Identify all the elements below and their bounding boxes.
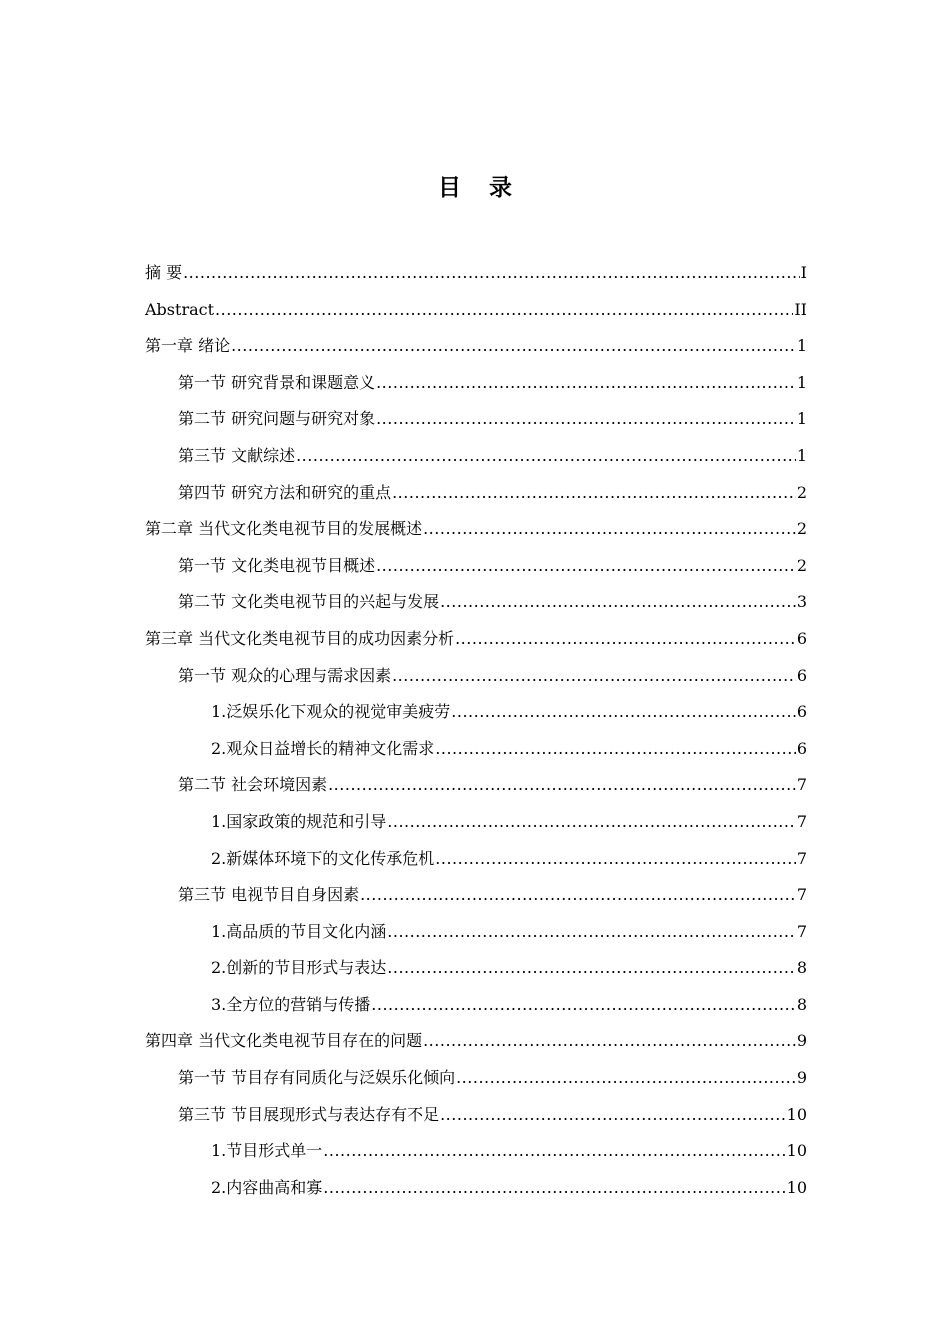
toc-entry[interactable] <box>145 255 807 292</box>
toc-dot-leader <box>440 584 796 621</box>
toc-dot-leader <box>323 1170 785 1207</box>
toc-dot-leader <box>296 438 796 475</box>
toc-dot-leader <box>392 475 796 512</box>
toc-entry-label: 第三章 当代文化类电视节目的成功因素分析 <box>145 628 455 648</box>
toc-dot-leader <box>423 1023 796 1060</box>
toc-dot-leader <box>376 365 796 402</box>
toc-entry[interactable] <box>145 694 807 731</box>
toc-entry-label: 第一节 节目存有同质化与泛娱乐化倾向 <box>178 1068 456 1088</box>
toc-entry-page-number: 10 <box>786 1104 807 1124</box>
toc-dot-leader <box>392 658 796 695</box>
toc-entry[interactable] <box>145 1097 807 1134</box>
toc-entry-label: 1.节目形式单一 <box>211 1141 323 1161</box>
toc-entry-page-number: 6 <box>796 702 807 722</box>
toc-dot-leader <box>456 1060 796 1097</box>
toc-entry[interactable] <box>145 548 807 585</box>
toc-entry[interactable] <box>145 950 807 987</box>
toc-dot-leader <box>323 1133 785 1170</box>
toc-entry[interactable] <box>145 914 807 951</box>
toc-entry-page-number: II <box>794 299 807 319</box>
toc-entry-page-number: 7 <box>796 848 807 868</box>
toc-entry[interactable] <box>145 767 807 804</box>
toc-dot-leader <box>387 914 796 951</box>
toc-entry-label: 1.国家政策的规范和引导 <box>211 811 387 831</box>
toc-entry-page-number: 8 <box>796 994 807 1014</box>
toc-entry-page-number: 7 <box>796 921 807 941</box>
toc-entry[interactable] <box>145 841 807 878</box>
toc-entry-page-number: 1 <box>796 445 807 465</box>
toc-entry-label: 第四节 研究方法和研究的重点 <box>178 482 392 502</box>
toc-entry-label: 第二章 当代文化类电视节目的发展概述 <box>145 519 423 539</box>
toc-dot-leader <box>360 877 796 914</box>
toc-entry[interactable] <box>145 731 807 768</box>
toc-entry[interactable] <box>145 1170 807 1207</box>
toc-entry-label: Abstract <box>145 299 215 319</box>
toc-entry[interactable] <box>145 584 807 621</box>
toc-entry-label: 第一节 文化类电视节目概述 <box>178 555 376 575</box>
toc-entry-label: 第二节 文化类电视节目的兴起与发展 <box>178 592 440 612</box>
toc-entry-label: 第三节 电视节目自身因素 <box>178 885 360 905</box>
toc-entry[interactable] <box>145 475 807 512</box>
toc-entry-label: 2.新媒体环境下的文化传承危机 <box>211 848 435 868</box>
toc-entry[interactable] <box>145 804 807 841</box>
toc-entry-page-number: 9 <box>796 1068 807 1088</box>
toc-entry[interactable] <box>145 292 807 329</box>
toc-entry-label: 1.高品质的节目文化内涵 <box>211 921 387 941</box>
toc-entry-page-number: 6 <box>796 738 807 758</box>
table-of-contents <box>145 255 807 1206</box>
toc-entry-page-number: 9 <box>796 1031 807 1051</box>
toc-entry-label: 第一章 绪论 <box>145 336 231 356</box>
toc-dot-leader <box>451 694 796 731</box>
toc-dot-leader <box>371 987 796 1024</box>
toc-entry-label: 第四章 当代文化类电视节目存在的问题 <box>145 1031 423 1051</box>
toc-dot-leader <box>215 292 793 329</box>
toc-entry[interactable] <box>145 987 807 1024</box>
toc-entry-page-number: 8 <box>796 958 807 978</box>
toc-entry-page-number: 2 <box>796 482 807 502</box>
toc-entry-page-number: 6 <box>796 628 807 648</box>
toc-dot-leader <box>423 511 796 548</box>
toc-entry-label: 第二节 社会环境因素 <box>178 775 328 795</box>
toc-entry[interactable] <box>145 621 807 658</box>
toc-entry-page-number: 2 <box>796 555 807 575</box>
toc-entry-page-number: 6 <box>796 665 807 685</box>
toc-entry-page-number: 1 <box>796 336 807 356</box>
toc-entry-page-number: I <box>800 263 807 282</box>
toc-entry-label: 2.观众日益增长的精神文化需求 <box>211 738 435 758</box>
toc-entry[interactable] <box>145 1023 807 1060</box>
toc-dot-leader <box>435 841 796 878</box>
toc-dot-leader <box>328 767 796 804</box>
toc-dot-leader <box>376 548 796 585</box>
toc-entry-label: 第二节 研究问题与研究对象 <box>178 409 376 429</box>
toc-dot-leader <box>435 731 796 768</box>
toc-entry-label: 第一节 观众的心理与需求因素 <box>178 665 392 685</box>
toc-entry[interactable] <box>145 511 807 548</box>
toc-entry[interactable] <box>145 438 807 475</box>
toc-entry-page-number: 1 <box>796 409 807 429</box>
toc-entry-label: 第三节 文献综述 <box>178 445 296 465</box>
toc-dot-leader <box>440 1097 786 1134</box>
toc-entry-page-number: 7 <box>796 885 807 905</box>
toc-dot-leader <box>455 621 796 658</box>
toc-dot-leader <box>387 950 796 987</box>
toc-entry-label: 2.创新的节目形式与表达 <box>211 958 387 978</box>
toc-entry-page-number: 7 <box>796 811 807 831</box>
toc-entry-page-number: 3 <box>796 592 807 612</box>
toc-entry[interactable] <box>145 877 807 914</box>
toc-entry-page-number: 1 <box>796 372 807 392</box>
toc-dot-leader <box>231 328 796 365</box>
toc-entry[interactable] <box>145 658 807 695</box>
toc-entry-page-number: 7 <box>796 775 807 795</box>
toc-entry-label: 摘 要 <box>145 263 183 282</box>
toc-entry[interactable] <box>145 401 807 438</box>
toc-entry-page-number: 10 <box>786 1141 807 1161</box>
toc-entry[interactable] <box>145 1060 807 1097</box>
toc-entry-label: 2.内容曲高和寡 <box>211 1177 323 1197</box>
toc-dot-leader <box>376 401 796 438</box>
toc-entry[interactable] <box>145 328 807 365</box>
toc-entry-page-number: 10 <box>786 1177 807 1197</box>
toc-entry-label: 第三节 节目展现形式与表达存有不足 <box>178 1104 440 1124</box>
page-title: 目 录 <box>437 174 522 201</box>
toc-dot-leader <box>387 804 796 841</box>
toc-entry-label: 第一节 研究背景和课题意义 <box>178 372 376 392</box>
toc-entry-label: 1.泛娱乐化下观众的视觉审美疲劳 <box>211 702 451 722</box>
toc-entry-page-number: 2 <box>796 519 807 539</box>
toc-entry[interactable] <box>145 1133 807 1170</box>
toc-entry[interactable] <box>145 365 807 402</box>
toc-dot-leader <box>183 255 800 292</box>
toc-entry-label: 3.全方位的营销与传播 <box>211 994 371 1014</box>
